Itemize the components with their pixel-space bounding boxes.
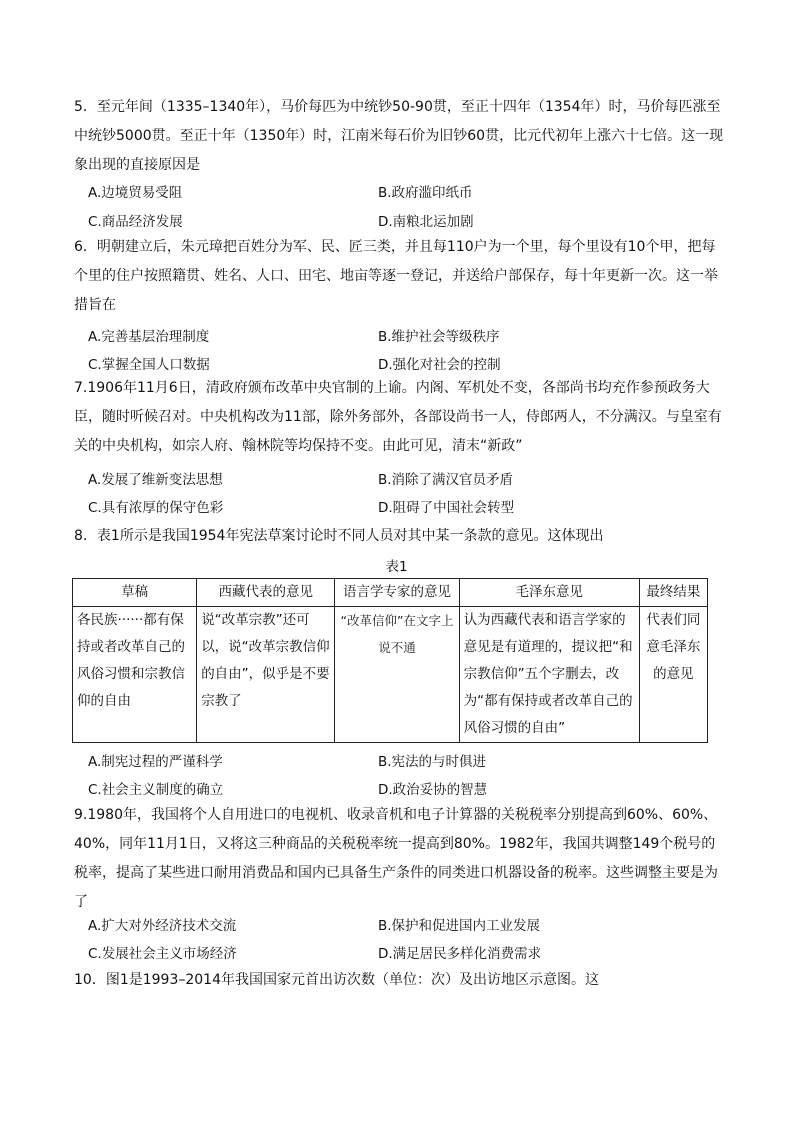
option-c[interactable]: C.掌握全国人口数据 — [88, 357, 210, 373]
table-header: 语言学专家的意见 — [335, 579, 459, 607]
option-c[interactable]: C.发展社会主义市场经济 — [88, 946, 237, 962]
option-d[interactable]: D.满足居民多样化消费需求 — [378, 946, 542, 962]
table-header-row — [73, 579, 708, 607]
question-9 — [74, 801, 724, 917]
option-a[interactable]: A.完善基层治理制度 — [88, 329, 210, 345]
question-number: 9. — [74, 807, 88, 823]
question-number: 10． — [74, 972, 106, 988]
option-d[interactable]: D.政治妥协的智慧 — [378, 782, 488, 798]
option-c[interactable]: C.具有浓厚的保守色彩 — [88, 500, 224, 516]
option-b[interactable]: B.保护和促进国内工业发展 — [378, 918, 541, 934]
table-cell-draft: 各民族······都有保持或者改革自己的风俗习惯和宗教信仰的自由 — [73, 607, 197, 743]
question-number: 7. — [74, 380, 88, 396]
question-stem: 表1所示是我国1954年宪法草案讨论时不同人员对其中某一条款的意见。这体现出 — [96, 528, 604, 544]
question-number: 5． — [74, 99, 97, 115]
question-stem: 至元年间（1335–1340年），马价每匹为中统钞50-90贯，至正十四年（1354年）时，马价每匹涨至中统钞5000贯。至正十年（1350年）时，江南米每石价为旧钞60贯，比元代初年上涨六十七倍。这一现象出现的直接原因是 — [74, 99, 724, 173]
table-cell-result: 代表们同意毛泽东的意见 — [639, 607, 707, 743]
option-a[interactable]: A.发展了维新变法思想 — [88, 472, 223, 488]
question-7 — [74, 374, 724, 461]
table-row — [73, 607, 708, 743]
table-cell-mao: 认为西藏代表和语言学家的意见是有道理的，提议把“和宗教信仰”五个字删去，改为“都有保持或者改革自己的风俗习惯的自由” — [459, 607, 639, 743]
option-b[interactable]: B.维护社会等级秩序 — [378, 329, 500, 345]
question-8 — [74, 522, 724, 551]
table-cell-linguist: “改革信仰”在文字上说不通 — [335, 607, 459, 743]
question-stem: 1980年，我国将个人自用进口的电视机、收录音机和电子计算器的关税税率分别提高到60%、60%、40%，同年11月1日，又将这三种商品的关税税率统一提高到80%。1982年，我国共调整149个税号的税率，提高了某些进口耐用消费品和国内已具备生产条件的同类进口机器设备的税率。这些调整主要是为了 — [74, 807, 718, 910]
question-number: 8． — [74, 528, 97, 544]
option-a[interactable]: A.制宪过程的严谨科学 — [88, 754, 223, 770]
question-stem: 明朝建立后，朱元璋把百姓分为军、民、匠三类，并且每110户为一个里，每个里设有10个甲，把每个里的住户按照籍贯、姓名、人口、田宅、地亩等逐一登记，并送给户部保存，每十年更新一次。这一举措旨在 — [74, 239, 718, 313]
option-a[interactable]: A.扩大对外经济技术交流 — [88, 918, 237, 934]
question-10 — [74, 966, 724, 995]
table-header: 最终结果 — [639, 579, 707, 607]
table-header: 西藏代表的意见 — [197, 579, 335, 607]
question-5 — [74, 93, 724, 180]
table-header: 草稿 — [73, 579, 197, 607]
question-number: 6． — [74, 239, 97, 255]
question-6 — [74, 233, 724, 320]
option-c[interactable]: C.商品经济发展 — [88, 214, 183, 230]
table-cell-tibet: 说“改革宗教”还可以，说“改革宗教信仰的自由”，似乎是不要宗教了 — [197, 607, 335, 743]
option-d[interactable]: D.强化对社会的控制 — [378, 357, 501, 373]
question-stem: 图1是1993–2014年我国国家元首出访次数（单位：次）及出访地区示意图。这 — [105, 972, 599, 988]
option-d[interactable]: D.阻碍了中国社会转型 — [378, 500, 515, 516]
opinion-table — [72, 578, 708, 743]
option-d[interactable]: D.南粮北运加剧 — [378, 214, 474, 230]
question-stem: 1906年11月6日，清政府颁布改革中央官制的上谕。内阁、军机处不变，各部尚书均充作参预政务大臣，随时听候召对。中央机构改为11部，除外务部外，各部设尚书一人，侍郎两人，不分满汉。与皇室有关的中央机构，如宗人府、翰林院等均保持不变。由此可见，清末“新政” — [74, 380, 722, 454]
option-b[interactable]: B.政府滥印纸币 — [378, 185, 473, 201]
option-b[interactable]: B.消除了满汉官员矛盾 — [378, 472, 514, 488]
option-b[interactable]: B.宪法的与时俱进 — [378, 754, 487, 770]
table-header: 毛泽东意见 — [459, 579, 639, 607]
table-caption: 表1 — [385, 559, 408, 575]
option-c[interactable]: C.社会主义制度的确立 — [88, 782, 224, 798]
option-a[interactable]: A.边境贸易受阻 — [88, 185, 183, 201]
